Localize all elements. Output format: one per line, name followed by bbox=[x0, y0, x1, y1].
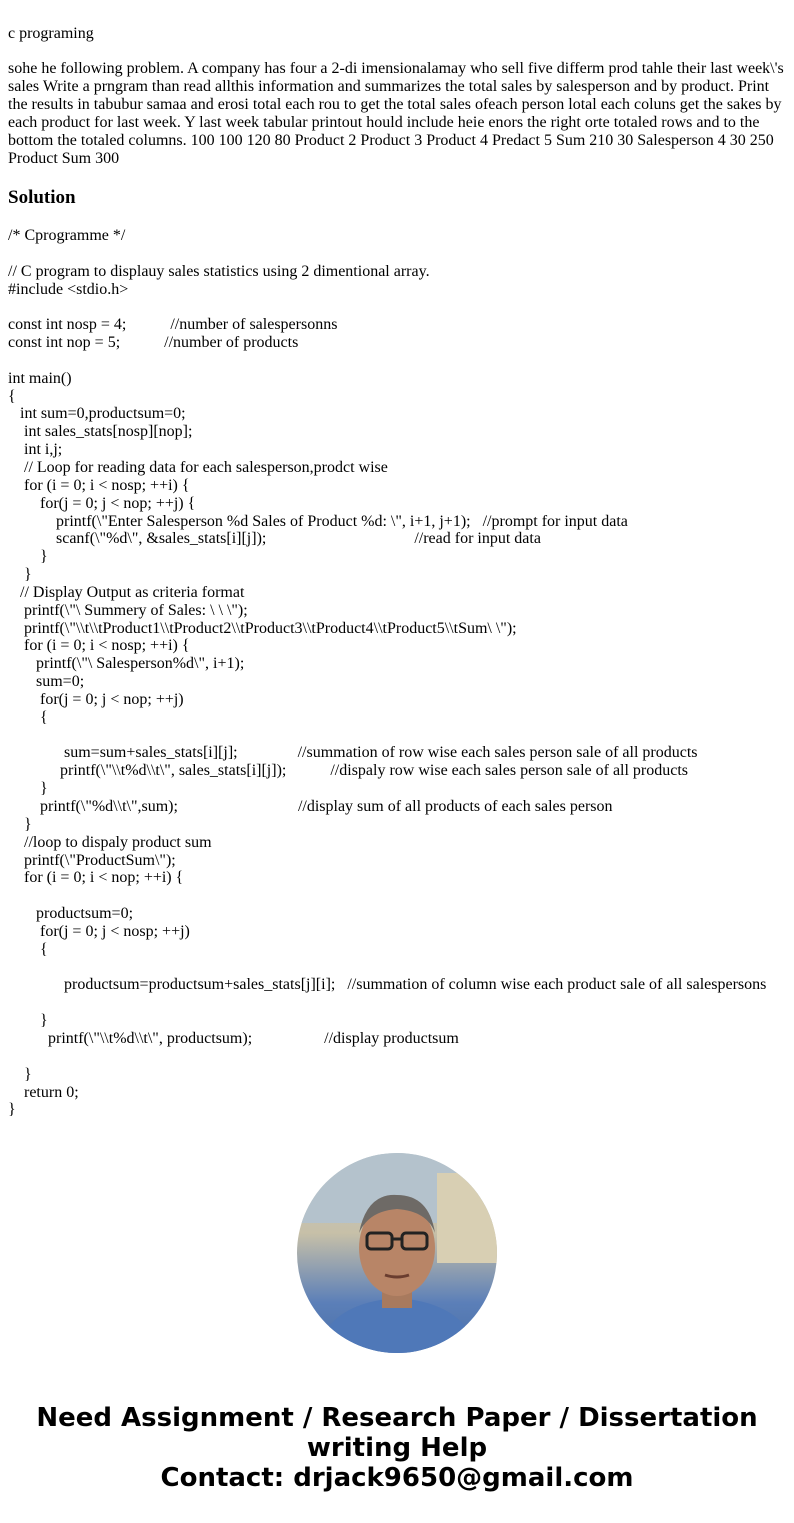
code-line: productsum=productsum+sales_stats[j][i]; //summation of column wise each product sale of all salespersons bbox=[8, 976, 767, 994]
code-line: sum=0; bbox=[8, 673, 85, 691]
code-line: } bbox=[8, 548, 48, 566]
code-line: sum=sum+sales_stats[i][j]; //summation of row wise each sales person sale of all products bbox=[8, 744, 698, 762]
code-line bbox=[8, 298, 766, 316]
code-line: } bbox=[8, 1012, 48, 1030]
footer-line-2: writing Help bbox=[306, 1433, 488, 1463]
code-line: scanf(\"%d\", &sales_stats[i][j]); //read for input data bbox=[8, 530, 541, 548]
code-line: int sum=0,productsum=0; bbox=[8, 405, 186, 423]
code-line: // Loop for reading data for each salesperson,prodct wise bbox=[8, 458, 388, 476]
question-title: c programing bbox=[8, 25, 94, 42]
footer-contact bbox=[0, 1403, 794, 1493]
author-photo bbox=[297, 1153, 497, 1353]
footer-email: Contact: drjack9650@gmail.com bbox=[160, 1463, 634, 1493]
code-line: { bbox=[8, 708, 48, 726]
code-line: printf(\"\\t%d\\t\", sales_stats[i][j]); //dispaly row wise each sales person sale of all products bbox=[8, 762, 689, 780]
code-line: productsum=0; bbox=[8, 905, 134, 923]
solution-heading: Solution bbox=[8, 187, 76, 208]
code-line: /* Cprogramme */ bbox=[8, 227, 126, 244]
code-line: } bbox=[8, 1101, 16, 1119]
code-line: printf(\"Enter Salesperson %d Sales of Product %d: \", i+1, j+1); //prompt for input data bbox=[8, 512, 628, 530]
question-body: sohe he following problem. A company has four a 2-di imensionalamay who sell five differm prod tahle their last week\'s sales Write a prngram than read allthis information and summarizes the total sales by salesperson and by product. Print the results in tabubur samaa and erosi total each rou to get the total sales ofeach person lotal each coluns get the sakes by each product for last week. Y last week tabular printout hould include heie enors the right orte totaled rows and to the bottom the totaled columns. 100 100 120 80 Product 2 Product 3 Product 4 Predact 5 Sum 210 30 Salesperson 4 30 250 Product Sum 300 bbox=[8, 60, 784, 167]
code-line: const int nosp = 4; //number of salespersonns bbox=[8, 316, 338, 334]
code-line: printf(\"\ Summery of Sales: \ \ \"); bbox=[8, 601, 248, 619]
code-line: for (i = 0; i < nosp; ++i) { bbox=[8, 476, 190, 494]
code-line: for(j = 0; j < nop; ++j) { bbox=[8, 494, 196, 512]
code-line: { bbox=[8, 387, 16, 405]
code-line: // C program to displauy sales statistics using 2 dimentional array. bbox=[8, 262, 430, 280]
code-line: #include <stdio.h> bbox=[8, 280, 129, 298]
code-line bbox=[8, 994, 766, 1012]
code-line: printf(\"\\t\\tProduct1\\tProduct2\\tProduct3\\tProduct4\\tProduct5\\tSum\ \"); bbox=[8, 619, 517, 637]
code-line: for (i = 0; i < nosp; ++i) { bbox=[8, 637, 190, 655]
code-line: const int nop = 5; //number of products bbox=[8, 334, 299, 352]
code-line: } bbox=[8, 1065, 32, 1083]
code-line: // Display Output as criteria format bbox=[8, 583, 245, 601]
code-line bbox=[8, 887, 766, 905]
code-line: int main() bbox=[8, 369, 72, 387]
code-line: return 0; bbox=[8, 1083, 79, 1101]
code-line: int i,j; bbox=[8, 441, 63, 459]
code-line: //loop to dispaly product sum bbox=[8, 833, 212, 851]
code-line bbox=[8, 352, 766, 370]
code-line: printf(\"\\t%d\\t\", productsum); //display productsum bbox=[8, 1029, 459, 1047]
code-line: for(j = 0; j < nop; ++j) bbox=[8, 690, 184, 708]
code-line: } bbox=[8, 815, 32, 833]
code-line bbox=[8, 1048, 766, 1066]
code-line: printf(\"%d\\t\",sum); //display sum of all products of each sales person bbox=[8, 798, 613, 815]
code-line bbox=[8, 245, 766, 263]
code-line bbox=[8, 959, 766, 977]
code-line: } bbox=[8, 780, 48, 798]
code-line: { bbox=[8, 940, 48, 958]
code-line: for(j = 0; j < nosp; ++j) bbox=[8, 922, 190, 940]
code-line bbox=[8, 727, 766, 745]
code-line: } bbox=[8, 566, 32, 584]
code-line: for (i = 0; i < nop; ++i) { bbox=[8, 869, 184, 887]
code-block bbox=[8, 227, 766, 1119]
code-line: printf(\"ProductSum\"); bbox=[8, 851, 176, 869]
footer-line-1: Need Assignment / Research Paper / Dissertation bbox=[36, 1403, 758, 1433]
code-line: int sales_stats[nosp][nop]; bbox=[8, 423, 193, 441]
code-line: printf(\"\ Salesperson%d\", i+1); bbox=[8, 655, 245, 673]
